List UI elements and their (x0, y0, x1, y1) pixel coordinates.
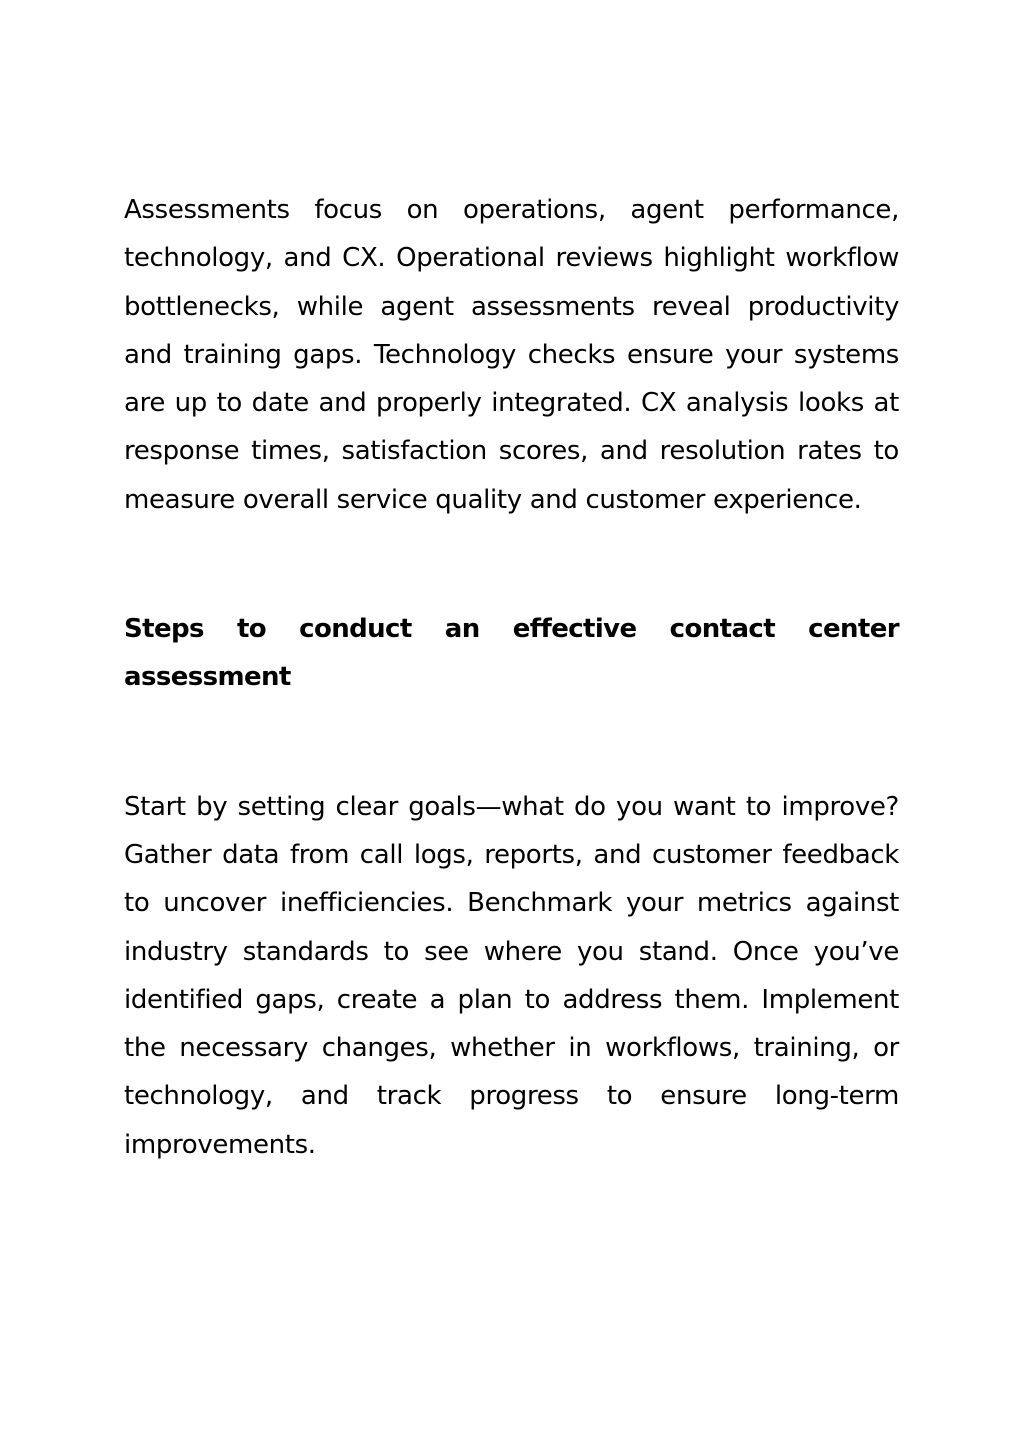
section-heading-steps: Steps to conduct an effective contact center assessment (124, 614, 899, 693)
paragraph-assessment-steps: Start by setting clear goals—what do you want to improve? Gather data from call logs, reports, and customer feedback to uncover inefficiencies. Benchmark your metrics against industry standards to see where you stand. Once you’ve identified gaps, create a plan to address them. Implement the necessary changes, whether in workflows, training, or technology, and track progress to ensure long-term improvements. (124, 791, 899, 1160)
document-body (124, 186, 899, 1169)
paragraph-assessment-areas: Assessments focus on operations, agent performance, technology, and CX. Operational reviews highlight workflow bottlenecks, while agent assessments reveal productivity and training gaps. Technology checks ensure your systems are up to date and properly integrated. CX analysis looks at response times, satisfaction scores, and resolution rates to measure overall service quality and customer experience. (124, 195, 899, 515)
